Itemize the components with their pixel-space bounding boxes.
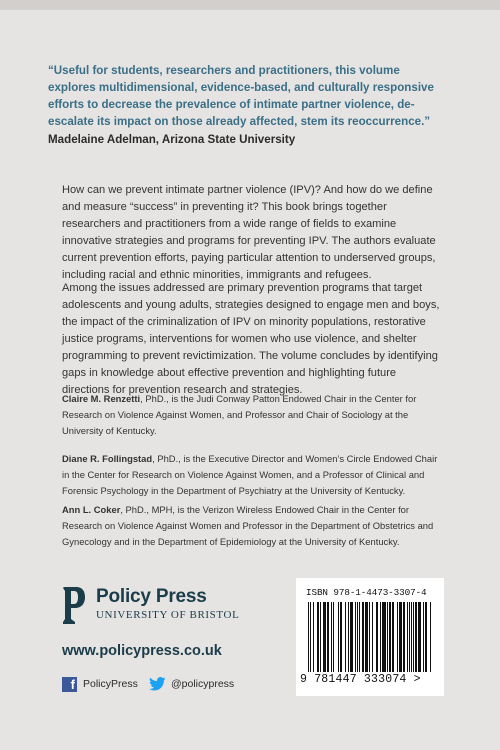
quote-attribution: Madelaine Adelman, Arizona State University bbox=[48, 133, 296, 146]
quote-text: “Useful for students, researchers and practitioners, this volume explores multidimensional, evidence-based, and culturally responsive efforts to decrease the prevalence of intimate partner violence, de-escalate its impact on those already affected, stem its reoccurrence.” bbox=[48, 64, 434, 128]
publisher-name: Policy Press bbox=[96, 586, 207, 607]
author-bio-text: , PhD., is the Executive Director and Women’s Circle Endowed Chair in the Center for Research on Violence Against Women, and a Professor of Clinical and Forensic Psychology in the Department of Psychiatry at the University of Kentucky. bbox=[62, 453, 438, 496]
description-paragraph-2: Among the issues addressed are primary prevention programs that target adolescents and young adults, strategies designed to engage men and boys, the impact of the criminalization of IPV on minority populations, restorative justice programs, interventions for women who use violence, and shelter programming to prevent revictimization. The volume concludes by identifying gaps in knowledge about effective prevention and highlighting future directions for prevention research and strategies. bbox=[62, 282, 440, 396]
publisher-subtitle: UNIVERSITY OF BRISTOL bbox=[96, 609, 240, 621]
publisher-website[interactable]: www.policypress.co.uk bbox=[62, 643, 222, 659]
publisher-logo bbox=[62, 585, 242, 627]
author-bio-text: , PhD., is the Judi Conway Patton Endowed Chair in the Center for Research on Violence Against Women, and Professor and Chair of Sociology at the University of Kentucky. bbox=[62, 393, 417, 436]
twitter-label: @policypress bbox=[171, 678, 235, 690]
isbn-barcode bbox=[296, 578, 444, 696]
author-bio-follingstad bbox=[62, 451, 442, 499]
author-bio-text: , PhD., MPH, is the Verizon Wireless Endowed Chair in the Center for Research on Violence Against Women and Professor in the Department of Obstetrics and Gynecology and in the Department of Epidemiology at the University of Kentucky. bbox=[62, 504, 434, 547]
policy-press-p-icon bbox=[62, 585, 86, 625]
author-bio-renzetti bbox=[62, 391, 442, 439]
top-band bbox=[0, 0, 500, 10]
barcode-bars bbox=[308, 602, 432, 672]
author-name: Ann L. Coker bbox=[62, 504, 121, 515]
facebook-label: PolicyPress bbox=[83, 678, 138, 690]
twitter-link[interactable] bbox=[149, 676, 234, 692]
author-name: Claire M. Renzetti bbox=[62, 393, 141, 404]
isbn-text: ISBN 978-1-4473-3307-4 bbox=[306, 587, 427, 598]
twitter-icon bbox=[149, 677, 166, 691]
author-name: Diane R. Follingstad bbox=[62, 453, 153, 464]
description-paragraph-1: How can we prevent intimate partner violence (IPV)? And how do we define and measure “success” in preventing it? This book brings together researchers and practitioners from a wide range of fields to examine innovative strategies and programs for preventing IPV. The authors evaluate current prevention efforts, paying particular attention to underserved groups, including racial and ethnic minorities, immigrants and refugees. bbox=[62, 184, 436, 281]
review-quote bbox=[48, 62, 448, 146]
facebook-icon: f bbox=[62, 677, 77, 692]
facebook-link[interactable] bbox=[62, 676, 138, 692]
author-bio-coker bbox=[62, 502, 442, 550]
barcode-digits: 9 781447 333074 > bbox=[300, 673, 421, 686]
